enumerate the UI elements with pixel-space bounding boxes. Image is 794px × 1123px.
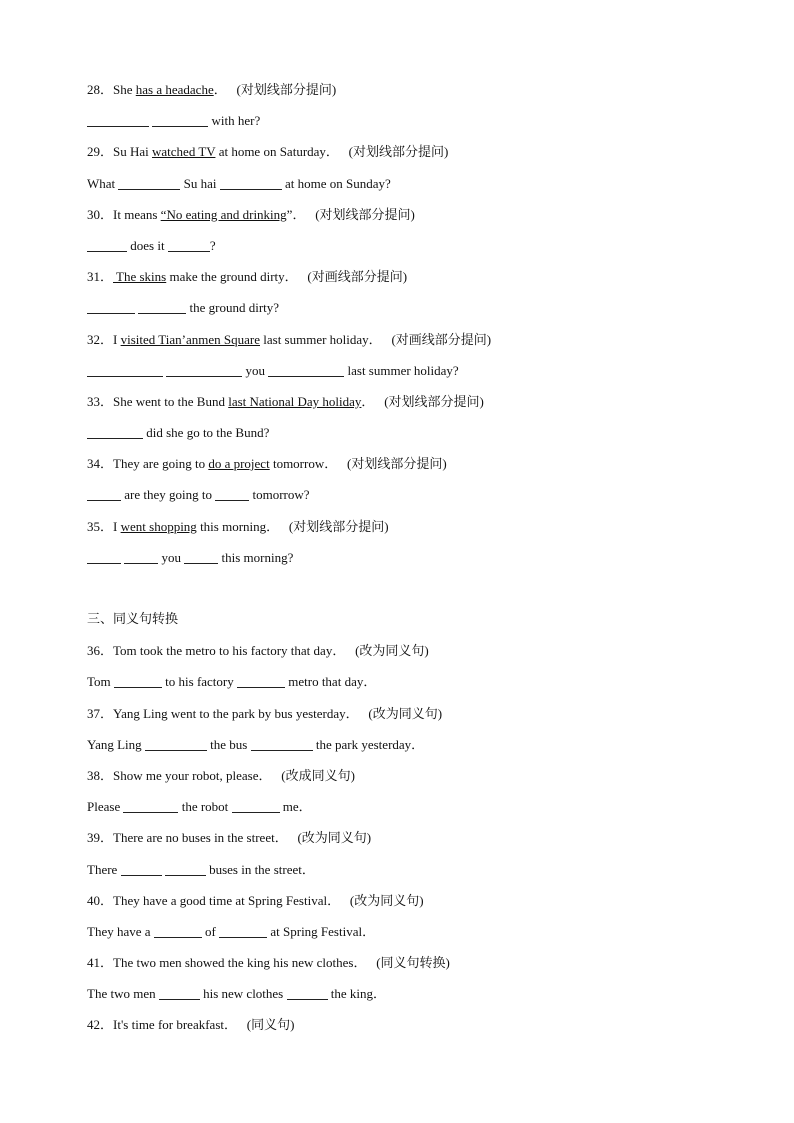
- question-text: It means: [113, 206, 161, 222]
- question-number: 30．: [87, 206, 114, 222]
- answer-text: buses in the street．: [205, 861, 315, 877]
- answer-text: to his factory: [161, 674, 237, 690]
- answer-text: me．: [279, 799, 312, 815]
- answer-blank[interactable]: [237, 673, 285, 688]
- answer-text: There: [87, 861, 121, 877]
- instruction-note: (改成同义句): [281, 767, 355, 783]
- question-number: 32．: [87, 331, 114, 347]
- answer-text: last summer holiday?: [344, 362, 459, 378]
- underlined-part: watched TV: [152, 144, 216, 160]
- answer-blank[interactable]: [268, 362, 344, 377]
- answer-37: [87, 735, 747, 755]
- answer-text: Su hai: [180, 175, 220, 191]
- answer-blank[interactable]: [159, 985, 200, 1000]
- question-text: I: [113, 518, 121, 534]
- question-text: I: [113, 331, 121, 347]
- answer-text: this morning?: [218, 549, 294, 565]
- underlined-part: went shopping: [120, 518, 197, 534]
- answer-blank[interactable]: [184, 549, 218, 564]
- question-39: [87, 828, 747, 848]
- answer-30: [87, 236, 747, 256]
- question-33: [87, 392, 747, 412]
- answer-blank[interactable]: [232, 798, 280, 813]
- answer-blank[interactable]: [114, 673, 162, 688]
- question-text: 38．Show me your robot, please．: [87, 767, 272, 783]
- question-text: ”．: [286, 206, 306, 222]
- instruction-note: (对划线部分提问): [288, 518, 389, 534]
- answer-text: ?: [209, 237, 216, 253]
- question-text: She went to the Bund: [113, 393, 229, 409]
- instruction-note: (改为同义句): [349, 892, 424, 908]
- answer-text: tomorrow?: [249, 487, 310, 503]
- answer-text: does it: [127, 237, 168, 253]
- question-text: They are going to: [113, 456, 209, 472]
- worksheet-page: [87, 80, 747, 1047]
- answer-31: [87, 298, 747, 318]
- question-text: at home on Saturday．: [215, 144, 339, 160]
- answer-34: [87, 485, 747, 505]
- question-41: [87, 953, 747, 973]
- instruction-note: (对划线部分提问): [315, 206, 415, 222]
- section-title: 三、同义句转换: [87, 612, 179, 627]
- question-text: tomorrow．: [269, 456, 338, 472]
- question-text: 37．Yang Ling went to the park by bus yesterday．: [87, 705, 359, 721]
- answer-text: you: [242, 362, 269, 378]
- question-number: 28．: [87, 82, 114, 97]
- question-32: [87, 330, 747, 350]
- question-text: 41．The two men showed the king his new clothes．: [87, 955, 367, 971]
- answer-32: [87, 361, 747, 381]
- answer-blank[interactable]: [166, 362, 242, 377]
- answer-blank[interactable]: [251, 736, 313, 751]
- question-text: 36．Tom took the metro to his factory that day．: [87, 643, 346, 659]
- instruction-note: (改为同义句): [297, 830, 372, 846]
- question-number: 35．: [87, 518, 114, 534]
- answer-blank[interactable]: [145, 736, 207, 751]
- question-text: last summer holiday．: [260, 331, 382, 347]
- answer-text: his new clothes: [199, 986, 287, 1002]
- answer-blank[interactable]: [152, 112, 208, 127]
- underlined-part: visited Tian’anmen Square: [120, 331, 260, 347]
- answer-blank[interactable]: [123, 798, 178, 813]
- underlined-part: “No eating and drinking: [160, 206, 287, 222]
- answer-blank[interactable]: [220, 175, 282, 190]
- answer-blank[interactable]: [168, 237, 210, 252]
- question-text: Su Hai: [113, 144, 153, 160]
- question-text: She: [113, 82, 136, 97]
- question-text: make the ground dirty．: [166, 269, 298, 285]
- answer-text: What: [87, 175, 119, 191]
- answer-text: the bus: [206, 736, 251, 752]
- answer-blank[interactable]: [154, 923, 202, 938]
- answer-40: [87, 922, 747, 942]
- answer-blank[interactable]: [87, 549, 121, 564]
- question-text: 42．It's time for breakfast．: [87, 1017, 237, 1033]
- answer-text: Tom: [87, 674, 114, 690]
- answer-text: with her?: [208, 113, 261, 129]
- answer-text: the robot: [178, 799, 232, 815]
- question-number: 31．: [87, 269, 114, 285]
- underlined-part: has a headache: [135, 82, 214, 97]
- question-31: [87, 267, 747, 287]
- answer-text: you: [158, 549, 185, 565]
- question-text: 39．There are no buses in the street．: [87, 830, 288, 846]
- question-29: [87, 142, 747, 162]
- answer-text: Yang Ling: [87, 736, 145, 752]
- answer-35: [87, 548, 747, 568]
- instruction-note: (改为同义句): [368, 705, 443, 721]
- underlined-part: do a project: [208, 456, 270, 472]
- answer-text: did she go to the Bund?: [143, 425, 270, 441]
- question-number: 29．: [87, 144, 114, 160]
- instruction-note: (同义句): [246, 1017, 295, 1033]
- answer-blank[interactable]: [165, 861, 206, 876]
- answer-text: the ground dirty?: [186, 300, 280, 316]
- answer-blank[interactable]: [87, 424, 143, 439]
- question-number: 33．: [87, 393, 114, 409]
- answer-blank[interactable]: [118, 175, 180, 190]
- instruction-note: (对划线部分提问): [236, 82, 337, 97]
- underlined-part: The skins: [113, 269, 167, 285]
- answer-blank[interactable]: [87, 112, 149, 127]
- answer-text: The two men: [87, 986, 159, 1002]
- question-text: ．: [213, 82, 227, 97]
- instruction-note: (对划线部分提问): [384, 393, 484, 409]
- answer-text: metro that day．: [285, 674, 377, 690]
- answer-41: [87, 984, 747, 1004]
- answer-36: [87, 672, 747, 692]
- question-36: [87, 641, 747, 661]
- answer-text: the king．: [327, 986, 386, 1002]
- question-text: ．: [361, 393, 375, 409]
- section-spacer: [87, 579, 747, 610]
- instruction-note: (对画线部分提问): [391, 331, 492, 347]
- instruction-note: (同义句转换): [376, 955, 450, 971]
- instruction-note: (对划线部分提问): [348, 144, 449, 160]
- answer-blank[interactable]: [219, 923, 267, 938]
- question-30: [87, 205, 747, 225]
- question-text: this morning．: [196, 518, 280, 534]
- question-37: [87, 704, 747, 724]
- question-number: 34．: [87, 456, 114, 472]
- answer-blank[interactable]: [87, 362, 163, 377]
- answer-33: [87, 423, 747, 443]
- answer-text: the park yesterday．: [312, 736, 425, 752]
- answer-blank[interactable]: [215, 486, 249, 501]
- answer-blank[interactable]: [124, 549, 158, 564]
- answer-blank[interactable]: [287, 985, 328, 1000]
- answer-blank[interactable]: [121, 861, 162, 876]
- question-35: [87, 517, 747, 537]
- instruction-note: (改为同义句): [355, 643, 429, 659]
- answer-blank[interactable]: [87, 237, 127, 252]
- answer-39: [87, 860, 747, 880]
- instruction-note: (对画线部分提问): [307, 269, 408, 285]
- answer-28: [87, 111, 747, 131]
- answer-text: at Spring Festival．: [267, 923, 376, 939]
- answer-blank[interactable]: [87, 299, 135, 314]
- answer-text: are they going to: [121, 487, 216, 503]
- answer-text: of: [201, 923, 220, 939]
- question-38: [87, 766, 747, 786]
- underlined-part: last National Day holiday: [228, 393, 362, 409]
- answer-38: [87, 797, 747, 817]
- question-text: 40．They have a good time at Spring Festival．: [87, 892, 341, 908]
- instruction-note: (对划线部分提问): [346, 456, 447, 472]
- question-42: [87, 1015, 747, 1035]
- answer-blank[interactable]: [87, 486, 121, 501]
- answer-text: Please: [87, 799, 124, 815]
- answer-text: They have a: [87, 923, 154, 939]
- answer-29: [87, 174, 747, 194]
- question-28: [87, 80, 747, 100]
- answer-blank[interactable]: [138, 299, 186, 314]
- question-40: [87, 891, 747, 911]
- question-34: [87, 454, 747, 474]
- answer-text: at home on Sunday?: [281, 175, 391, 191]
